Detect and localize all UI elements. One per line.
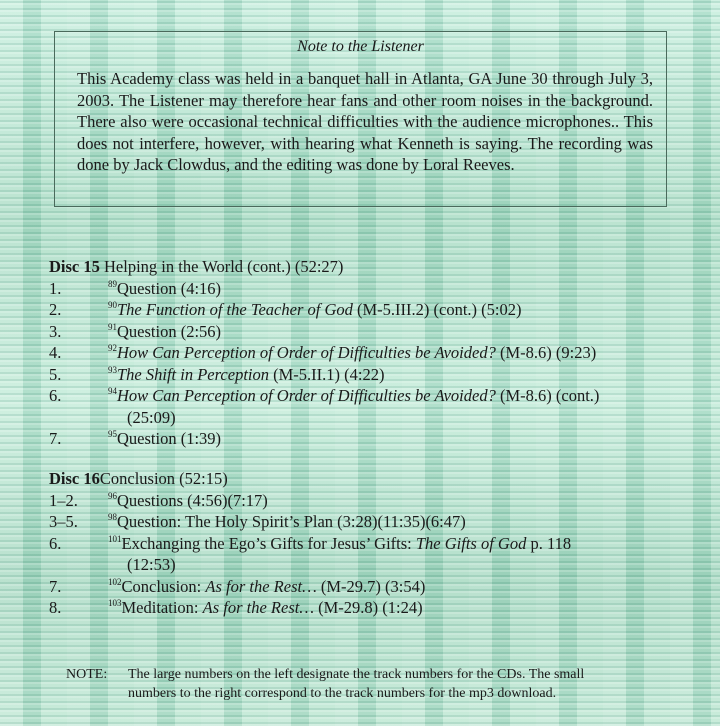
track-number: 6. bbox=[49, 386, 62, 405]
mp3-track-number: 89 bbox=[108, 278, 117, 289]
mp3-track-number: 103 bbox=[108, 598, 122, 608]
track-number: 4. bbox=[49, 343, 62, 362]
track-number: 7. bbox=[49, 429, 62, 448]
track-row bbox=[49, 385, 600, 428]
track-row bbox=[49, 576, 426, 598]
track-number: 1–2. bbox=[49, 490, 78, 510]
footnote-label: NOTE: bbox=[66, 667, 108, 682]
track-title-italic: The Shift in Perception bbox=[117, 364, 269, 384]
track-title-rest: (M-29.7) (3:54) bbox=[316, 576, 426, 596]
track-title-rest: (M-29.8) (1:24) bbox=[314, 598, 423, 617]
note-box bbox=[54, 31, 667, 207]
mp3-track-number: 101 bbox=[108, 533, 122, 544]
disc-16-heading bbox=[49, 468, 228, 490]
mp3-track-number: 102 bbox=[108, 576, 122, 587]
mp3-track-number: 93 bbox=[108, 364, 117, 375]
disc-16-section bbox=[49, 468, 572, 619]
track-row bbox=[49, 321, 343, 343]
note-title: Note to the Listener bbox=[297, 38, 424, 55]
track-title-rest: (M-8.6) (9:23) bbox=[495, 343, 597, 362]
track-title-italic: The Function of the Teacher of God bbox=[117, 300, 353, 319]
track-title-italic: The Gifts of God bbox=[415, 533, 527, 553]
track-number: 8. bbox=[49, 598, 62, 617]
mp3-track-number: 90 bbox=[108, 300, 117, 310]
disc-15-label: Disc 15 bbox=[49, 257, 100, 276]
track-number: 7. bbox=[49, 576, 62, 596]
mp3-track-number: 95 bbox=[108, 429, 117, 439]
track-title-pre: Meditation: bbox=[121, 598, 203, 617]
mp3-track-number: 96 bbox=[108, 490, 117, 501]
track-title: Question (1:39) bbox=[117, 429, 222, 448]
track-number: 3. bbox=[49, 321, 62, 341]
mp3-track-number: 98 bbox=[108, 512, 117, 522]
track-title-italic: As for the Rest… bbox=[202, 598, 314, 617]
track-title: Question: The Holy Spirit’s Plan (3:28)(11:35)(6:47) bbox=[117, 512, 466, 531]
track-title: Questions (4:56)(7:17) bbox=[117, 490, 268, 510]
track-title-italic: As for the Rest… bbox=[205, 576, 317, 596]
track-title-italic: How Can Perception of Order of Difficulties be Avoided? bbox=[117, 343, 496, 362]
mp3-track-number: 92 bbox=[108, 343, 117, 353]
mp3-track-number: 94 bbox=[108, 386, 117, 396]
track-title-pre: Conclusion: bbox=[121, 576, 206, 596]
note-body: This Academy class was held in a banquet hall in Atlanta, GA June 30 through July 3, 2003. The Listener may therefore hear fans and other room noises in the background. There also were occasional technical difficulties with the audience microphones.. This does not interfere, however, with hearing what Kenneth is saying. The recording was done by Jack Clowdus, and the editing was done by Loral Reeves. bbox=[77, 69, 653, 175]
track-row bbox=[49, 511, 466, 533]
track-title-rest: (M-5.III.2) (cont.) (5:02) bbox=[352, 300, 522, 319]
track-row bbox=[49, 278, 343, 300]
track-row bbox=[49, 299, 522, 321]
disc-15-title: Helping in the World (cont.) (52:27) bbox=[99, 257, 344, 276]
track-title: Question (2:56) bbox=[117, 321, 222, 341]
track-row bbox=[49, 428, 343, 450]
track-number: 3–5. bbox=[49, 512, 78, 531]
footnote-line-1: The large numbers on the left designate the track numbers for the CDs. The small bbox=[128, 667, 585, 682]
track-number: 6. bbox=[49, 533, 62, 553]
mp3-track-number: 91 bbox=[108, 321, 117, 332]
disc-15-section bbox=[49, 256, 600, 450]
track-row bbox=[49, 342, 597, 364]
track-row bbox=[49, 597, 423, 619]
track-continuation: (25:09) bbox=[127, 407, 176, 427]
track-continuation: (12:53) bbox=[127, 555, 176, 574]
footnote-text bbox=[128, 665, 688, 703]
footnote-line-2: numbers to the right correspond to the track numbers for the mp3 download. bbox=[128, 686, 557, 701]
track-title-rest: (M-5.II.1) (4:22) bbox=[269, 364, 385, 384]
track-number: 2. bbox=[49, 300, 62, 319]
track-title: Question (4:16) bbox=[117, 278, 222, 298]
track-row bbox=[49, 490, 268, 512]
track-title-rest: (M-8.6) (cont.) bbox=[495, 386, 600, 405]
track-row bbox=[49, 533, 572, 576]
track-number: 1. bbox=[49, 278, 62, 298]
track-row bbox=[49, 364, 385, 386]
disc-15-heading bbox=[49, 256, 343, 278]
track-title-rest: p. 118 bbox=[526, 533, 572, 553]
track-number: 5. bbox=[49, 364, 62, 384]
track-title-italic: How Can Perception of Order of Difficulties be Avoided? bbox=[117, 386, 496, 405]
track-title-pre: Exchanging the Ego’s Gifts for Jesus’ Gifts: bbox=[121, 533, 416, 553]
disc-16-title: Conclusion (52:15) bbox=[99, 469, 228, 488]
disc-16-label: Disc 16 bbox=[49, 469, 100, 488]
